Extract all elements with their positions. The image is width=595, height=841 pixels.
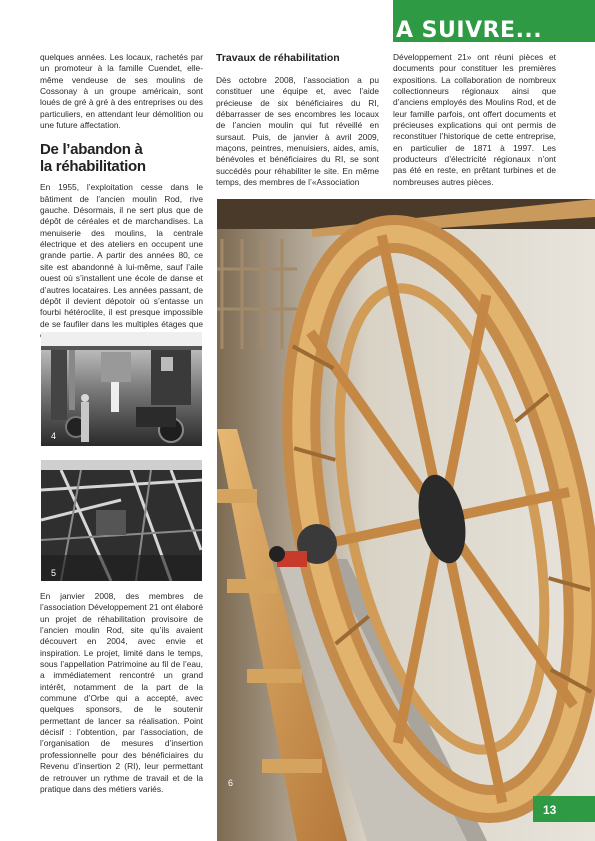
- section-banner: [393, 0, 595, 42]
- photo-roof-structure-image: [41, 460, 202, 581]
- intro-paragraph: quelques années. Les locaux, rachetés par un promoteur à la famille Cuendet, elle-même vendeuse de ses moulins de Cossonay à un groupe américain, sont loués de gré à gré à des entreprises ou des particuliers, en attendant leur démolition ou une future affectation.: [40, 52, 203, 131]
- section-heading-abandon: De l’abandon à la réhabilitation: [40, 141, 146, 176]
- column-1-continued: [40, 591, 203, 795]
- photo-roof-structure: [41, 460, 202, 581]
- column-2: [216, 52, 379, 188]
- photo-number-4: 4: [51, 431, 57, 441]
- photo-number-6: 6: [228, 778, 234, 788]
- page-number: 13: [543, 803, 557, 817]
- paragraph-2008: En janvier 2008, des membres de l’association Développement 21 ont élaboré un projet de réhabilitation provisoire de l’ancien moulin Rod, site qu’ils avaient découvert en 2004, avec envie et inspiration. Le projet, limité dans le temps, sous l’appellation Patrimoine au fil de l’eau, a immédiatement rencontré un grand intérêt, notamment de la part de la commune d’Orbe qui a accepté, avec quelques sponsors, de le soutenir permettant de lancer sa réalisation. Point décisif : l’obtention, par l’association, de l’organisation de mesures d’insertion professionnelle pour des bénéficiaires du Revenu d’insertion 2 (RI), leur permettant de retrouver un rythme de travail et de la pratique dans des métiers variés.: [40, 591, 203, 794]
- paragraph-expositions: Développement 21» ont réuni pièces et documents pour constituer les premières expositions. La collaboration de nombreux collectionneurs régionaux ainsi que d’anciens employés des Moulins Rod, et de leur famille parfois, ont offert documents et précieuses explications qui ont permis de reconstituer l’historique de cette entreprise, en particulier de 1871 à 1997. Les producteurs d’électricité régionaux n’ont pas été en reste, en prêtant turbines et de nombreuses autres pièces.: [393, 52, 556, 187]
- section-heading-travaux: Travaux de réhabilitation: [216, 52, 340, 64]
- banner-title: A SUIVRE...: [396, 18, 543, 42]
- paragraph-1955: En 1955, l’exploitation cesse dans le bâtiment de l’ancien moulin Rod, rive gauche. Désormais, il ne sert plus que de dépôt de céréales et de marchandises. La menuiserie des moulins, la centrale électrique et des ateliers en occupent une grande partie. A partir des années 80, ce site est abandonné à lui-même, sauf l’aile ouest où s’installent une école de danse et d’autres locataires. Les années passant, de dépôt il devient dépotoir où s’entasse un fourbi hétéroclite, il est presque impossible de se faufiler dans les multiples étages que: [40, 182, 203, 329]
- photo-mill-interior-image: [41, 332, 202, 446]
- page-number-box: [533, 796, 595, 822]
- photo-number-5: 5: [51, 568, 57, 578]
- photo-mill-interior: [41, 332, 202, 446]
- column-3: [393, 52, 556, 188]
- column-1: [40, 52, 203, 341]
- paragraph-octobre-2008: Dès octobre 2008, l’association a pu constituer une équipe et, avec l’aide précieuse de six bénéficiaires du RI, débarrasser de ses encombres les locaux de l’ancien moulin qui fut réveillé en sursaut. Puis, de janvier à avril 2009, maçons, peintres, menuisiers, aides, amis, bénévoles et bénéficiaires du RI, se sont succédés pour réhabiliter le site. En même temps, des membres de l’«Association: [216, 75, 379, 188]
- photo-waterwheel-image: [217, 199, 595, 841]
- photo-waterwheel: [217, 199, 595, 841]
